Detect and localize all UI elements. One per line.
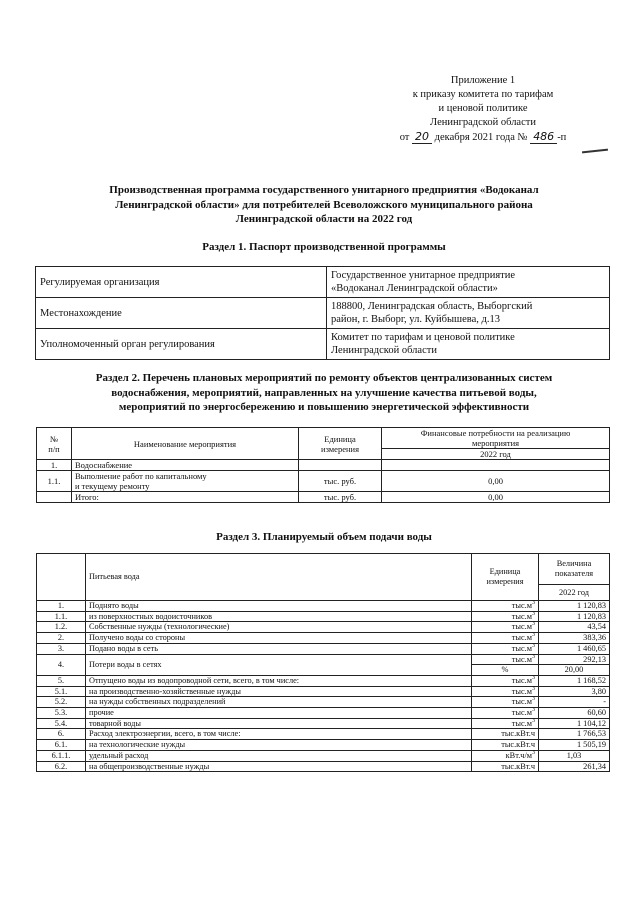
cell-name: Итого:	[72, 492, 299, 503]
cell-value: 1 766,53	[539, 729, 610, 740]
col-year-header: 2022 год	[539, 584, 610, 600]
cell-num: 5.	[37, 675, 86, 686]
table-row	[37, 460, 610, 471]
table-row	[37, 718, 610, 729]
appendix-line: Ленинградской области	[430, 117, 536, 128]
cell-num: 6.1.1.	[37, 750, 86, 761]
cell-value: 1 104,12	[539, 718, 610, 729]
water-supply-table	[36, 553, 610, 772]
cell-num	[37, 492, 72, 503]
passport-label: Местонахождение	[36, 298, 327, 329]
table-row	[37, 761, 610, 772]
specific-group	[37, 750, 610, 761]
table-header-row	[37, 554, 610, 585]
cell-name: на нужды собственных подразделений	[86, 697, 472, 708]
cell-value: 0,00	[382, 492, 610, 503]
cell-num: 1.1.	[37, 611, 86, 622]
cell-value: 3,80	[539, 686, 610, 697]
cell-name: Поднято воды	[86, 601, 472, 612]
cell-unit: $тыс.м^3$	[472, 675, 539, 686]
section2-title: Раздел 2. Перечень плановых мероприятий по ремонту объектов централизованных систем водоснабжения, мероприятий, направленных на улучшение качества питьевой воды, мероприятий по энергосбережению и повышению энергетической эффективности	[95, 372, 553, 413]
cell-value: -	[539, 697, 610, 708]
table-row	[36, 329, 610, 360]
cell-name: Собственные нужды (технологические)	[86, 622, 472, 633]
cell-unit: $тыс.м^3$	[472, 622, 539, 633]
table-row	[37, 471, 610, 492]
title-line: Производственная программа государственного унитарного предприятия «Водоканал	[109, 184, 539, 196]
appendix-line: Приложение 1	[450, 75, 516, 86]
cell-value: 1 168,52	[539, 675, 610, 686]
passport-value: 188800, Ленинградская область, Выборгский район, г. Выборг, ул. Куйбышева, д.13	[327, 298, 610, 329]
cell-num: 6.2.	[37, 761, 86, 772]
cell-num: 4.	[37, 654, 86, 675]
cell-value: 20,00	[539, 665, 610, 676]
cell-unit: %	[472, 665, 539, 676]
cell-name: Подано воды в сеть	[86, 643, 472, 654]
cell-name: Выполнение работ по капитальному и текущему ремонту	[72, 471, 299, 492]
cell-unit: тыс.кВт.ч	[472, 761, 539, 772]
cell-value: 1 460,65	[539, 643, 610, 654]
cell-name: прочие	[86, 708, 472, 719]
cell-name: удельный расход	[86, 750, 472, 761]
cell-unit: $тыс.м^3$	[472, 633, 539, 644]
table-row	[37, 729, 610, 740]
cell-value: 1 120,83	[539, 611, 610, 622]
table-row	[37, 675, 610, 686]
cell-name: Отпущено воды из водопроводной сети, всего, в том числе:	[86, 675, 472, 686]
appendix-line: и ценовой политике	[438, 103, 528, 114]
cell-num: 5.2.	[37, 697, 86, 708]
cell-num: 2.	[37, 633, 86, 644]
cell-value: 60,60	[539, 708, 610, 719]
cell-name: Расход электроэнергии, всего, в том числе:	[86, 729, 472, 740]
cell-num: 3.	[37, 643, 86, 654]
table-row	[36, 267, 610, 298]
date-prefix: от	[399, 132, 410, 143]
cell-unit	[299, 460, 382, 471]
cell-unit: $тыс.м^3$	[472, 643, 539, 654]
cell-unit: $тыс.м^3$	[472, 686, 539, 697]
cell-value: 383,36	[539, 633, 610, 644]
cell-unit: $кВт.ч/м^3$	[472, 750, 539, 761]
table-row	[37, 750, 610, 761]
appendix-line: к приказу комитета по тарифам	[412, 89, 554, 100]
table-row	[37, 611, 610, 622]
cell-value: 1 505,19	[539, 740, 610, 751]
cell-name: Водоснабжение	[72, 460, 299, 471]
losses-group	[37, 654, 610, 675]
col-num-header: № п/п	[37, 428, 72, 460]
col-unit-header: Единица измерения	[299, 428, 382, 460]
title-line: Ленинградской области на 2022 год	[235, 213, 413, 225]
cell-num: 1.	[37, 460, 72, 471]
order-date-line	[378, 130, 588, 145]
cell-unit: $тыс.м^3$	[472, 611, 539, 622]
cell-num: 5.3.	[37, 708, 86, 719]
cell-num: 6.	[37, 729, 86, 740]
page-title	[60, 183, 588, 227]
cell-value: 1 120,83	[539, 601, 610, 612]
passport-label: Уполномоченный орган регулирования	[36, 329, 327, 360]
cell-name: на технологические нужды	[86, 740, 472, 751]
passport-label: Регулируемая организация	[36, 267, 327, 298]
table-row	[37, 654, 610, 665]
section1-title: Раздел 1. Паспорт производственной программы	[202, 241, 446, 253]
cell-num: 1.	[37, 601, 86, 612]
cell-name: на производственно-хозяйственные нужды	[86, 686, 472, 697]
cell-value: 1,03	[539, 750, 610, 761]
cell-value	[382, 460, 610, 471]
table-row	[37, 492, 610, 503]
cell-value: 261,34	[539, 761, 610, 772]
date-rest: декабря 2021 года №	[434, 132, 528, 143]
cell-value: 292,13	[539, 654, 610, 665]
table-row	[37, 622, 610, 633]
cell-unit: $тыс.м^3$	[472, 708, 539, 719]
cell-name: товарной воды	[86, 718, 472, 729]
passport-value: Комитет по тарифам и ценовой политике Ленинградской области	[327, 329, 610, 360]
table-row	[37, 601, 610, 612]
cell-unit: тыс. руб.	[299, 471, 382, 492]
appendix-block	[378, 74, 588, 145]
cell-value: 0,00	[382, 471, 610, 492]
col-name-header: Наименование мероприятия	[72, 428, 299, 460]
table-row	[37, 643, 610, 654]
section3-title: Раздел 3. Планируемый объем подачи воды	[216, 531, 432, 543]
cell-unit: тыс. руб.	[299, 492, 382, 503]
cell-num: 5.4.	[37, 718, 86, 729]
table-row	[37, 697, 610, 708]
cell-unit: тыс.кВт.ч	[472, 729, 539, 740]
cell-unit: тыс.кВт.ч	[472, 740, 539, 751]
cell-num: 6.1.	[37, 740, 86, 751]
cell-num: 1.2.	[37, 622, 86, 633]
col-name-header: Питьевая вода	[86, 554, 472, 601]
table-row	[36, 298, 610, 329]
passport-value: Государственное унитарное предприятие «Водоканал Ленинградской области»	[327, 267, 610, 298]
col-fin-header: Финансовые потребности на реализацию мероприятия	[382, 428, 610, 449]
col-value-header: Величина показателя	[539, 554, 610, 585]
col-year-header: 2022 год	[382, 449, 610, 460]
cell-name: на общепроизводственные нужды	[86, 761, 472, 772]
date-day: 20	[412, 130, 432, 144]
cell-name: Получено воды со стороны	[86, 633, 472, 644]
table-header-row	[37, 428, 610, 449]
cell-num: 5.1.	[37, 686, 86, 697]
col-unit-header: Единица измерения	[472, 554, 539, 601]
handwritten-dash	[582, 149, 608, 154]
order-suffix: -п	[557, 132, 567, 143]
cell-unit: $тыс.м^3$	[472, 601, 539, 612]
cell-unit: $тыс.м^3$	[472, 654, 539, 665]
cell-unit: $тыс.м^3$	[472, 697, 539, 708]
measures-table	[36, 427, 610, 503]
table-row	[37, 740, 610, 751]
cell-name: из поверхностных водоисточников	[86, 611, 472, 622]
cell-name: Потери воды в сетях	[86, 654, 472, 675]
table-row	[37, 633, 610, 644]
table-row	[37, 708, 610, 719]
cell-value: 43,54	[539, 622, 610, 633]
order-number: 486	[530, 130, 557, 144]
table-row	[37, 686, 610, 697]
title-line: Ленинградской области» для потребителей Всеволожского муниципального района	[115, 198, 533, 211]
col-num-header	[37, 554, 86, 601]
cell-unit: $тыс.м^3$	[472, 718, 539, 729]
cell-num: 1.1.	[37, 471, 72, 492]
passport-table	[35, 266, 610, 360]
